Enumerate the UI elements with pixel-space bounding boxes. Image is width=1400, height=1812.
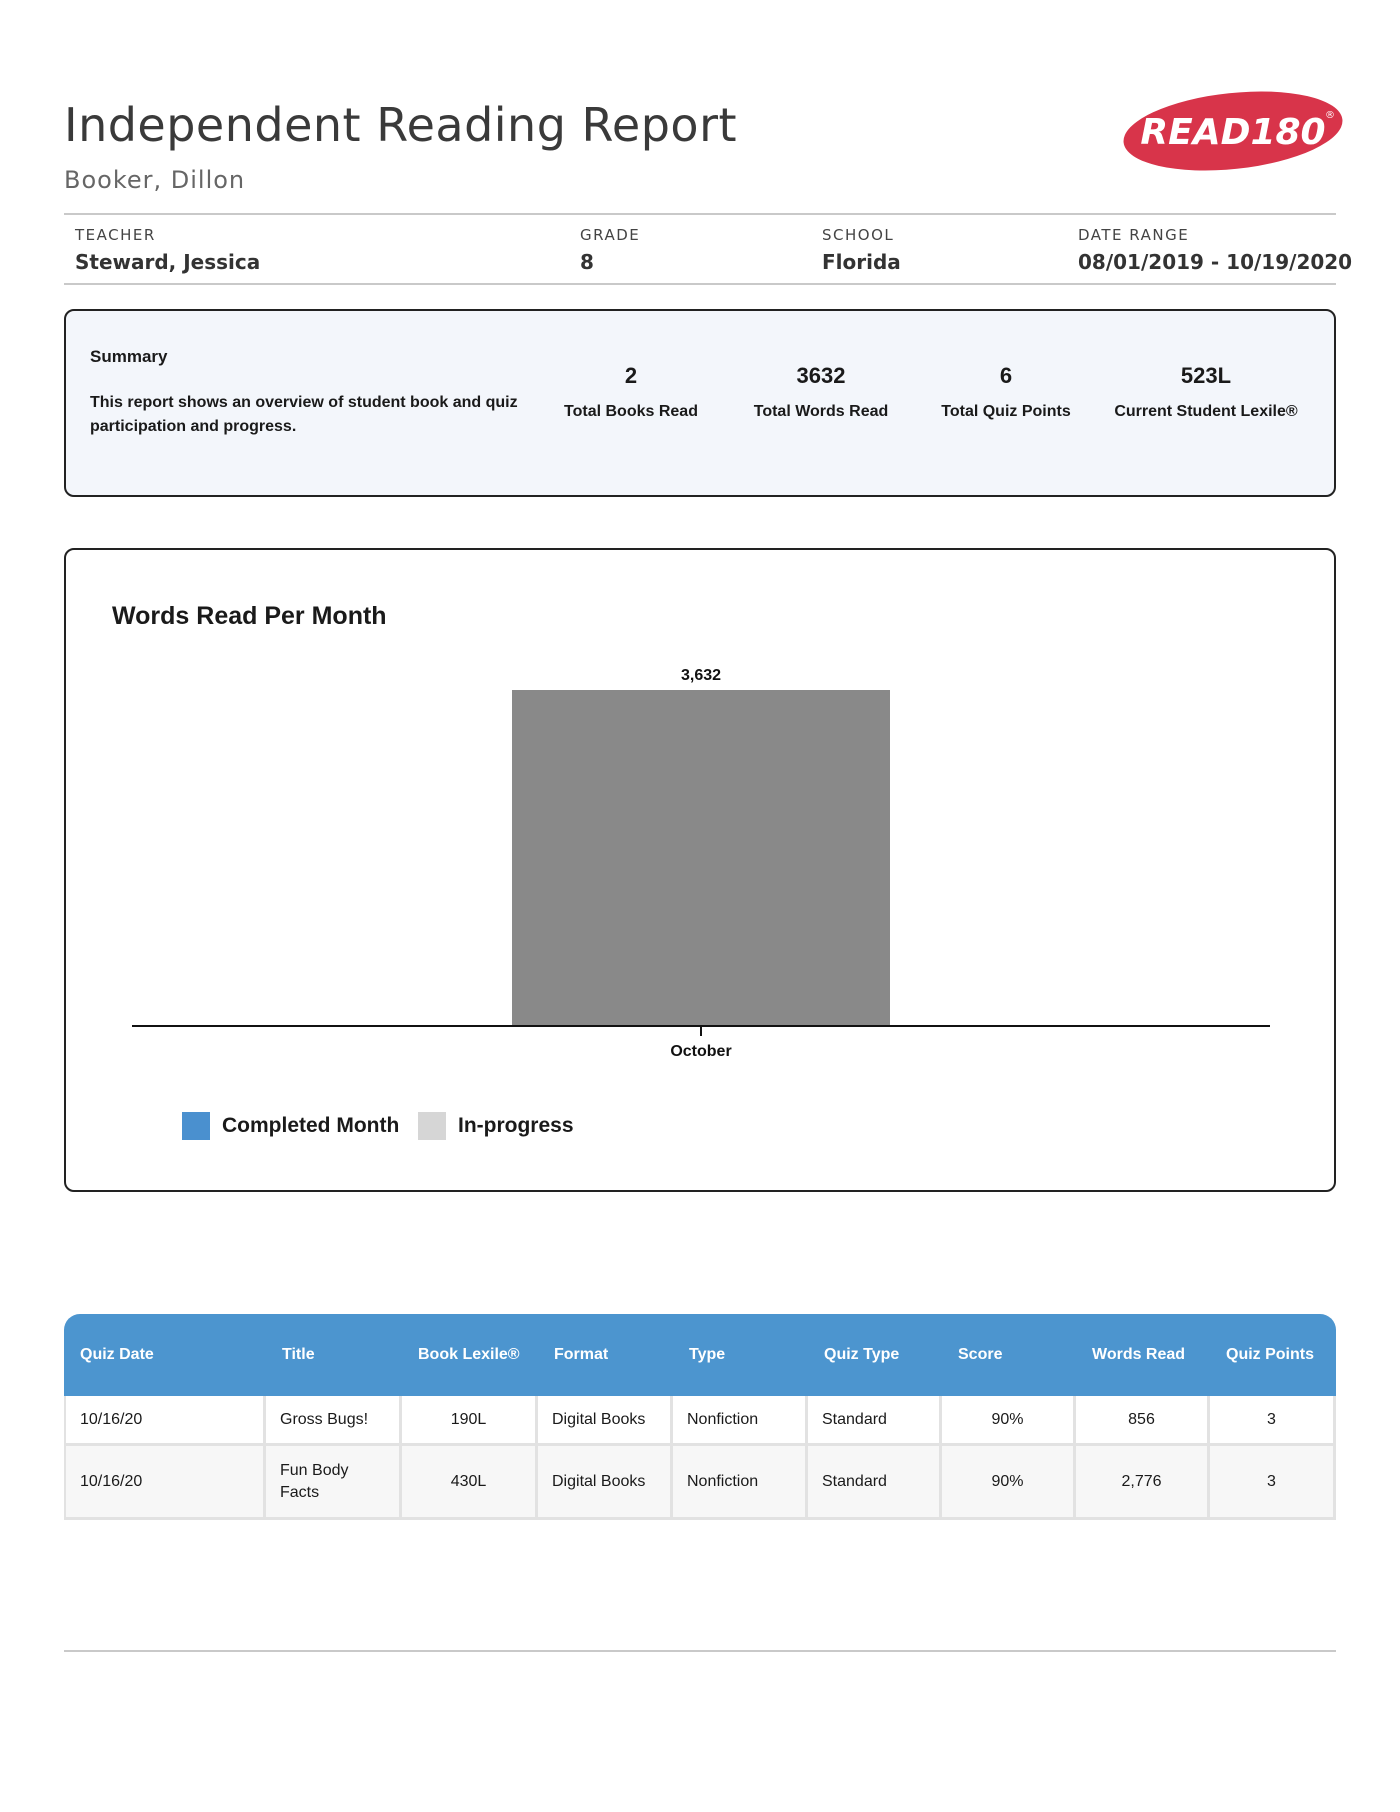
read180-logo [1122,90,1344,172]
footer-rule [64,1650,1336,1652]
legend-label-in-progress: In-progress [458,1114,574,1137]
cell-book-lexile: 190L [402,1396,538,1446]
table-row [64,1396,1336,1446]
words-per-month-chart [64,548,1336,1192]
logo-registered: ® [1325,110,1335,121]
date-range-value: 08/01/2019 - 10/19/2020 [1078,250,1353,274]
stat-value: 6 [999,363,1013,388]
col-title: Title [266,1314,402,1396]
quiz-table [64,1314,1336,1520]
chart-plot [66,550,1334,1190]
page-title: Independent Reading Report [64,98,738,152]
cell-title: Fun Body Facts [266,1446,402,1520]
cell-quiz-points: 3 [1210,1446,1336,1520]
stat-value: 2 [624,363,638,388]
cell-type: Nonfiction [673,1446,808,1520]
stat-label: Total Words Read [753,403,889,420]
x-tick-label: October [670,1043,732,1060]
col-quiz-points: Quiz Points [1210,1314,1336,1396]
legend-completed [182,1112,399,1140]
school-label: SCHOOL [822,226,895,244]
chart-bar [512,690,890,1026]
grade-value: 8 [580,250,594,274]
grade-field [580,226,640,274]
stat-value: 523L [1180,363,1232,388]
legend-swatch-completed [182,1112,210,1140]
cell-type: Nonfiction [673,1396,808,1446]
col-format: Format [538,1314,673,1396]
cell-quiz-date: 10/16/20 [64,1446,266,1520]
cell-score: 90% [942,1396,1076,1446]
meta-rule [64,283,1336,285]
teacher-label: TEACHER [75,226,156,244]
stat-value: 3632 [796,363,846,388]
teacher-value: Steward, Jessica [75,250,261,274]
col-words-read: Words Read [1076,1314,1210,1396]
bar-data-label: 3,632 [680,667,722,684]
table-header-row [64,1314,1336,1396]
cell-quiz-date: 10/16/20 [64,1396,266,1446]
cell-format: Digital Books [538,1396,673,1446]
cell-words-read: 856 [1076,1396,1210,1446]
legend-in-progress [418,1112,574,1140]
cell-quiz-points: 3 [1210,1396,1336,1446]
stat-total-books [536,363,726,421]
col-type: Type [673,1314,808,1396]
summary-description: This report shows an overview of student book and quiz participation and progress. [90,394,518,435]
col-book-lexile: Book Lexile® [402,1314,538,1396]
teacher-field [75,226,260,274]
cell-book-lexile: 430L [402,1446,538,1520]
date-range-field [1078,226,1352,274]
summary-panel [64,309,1336,497]
cell-format: Digital Books [538,1446,673,1520]
col-score: Score [942,1314,1076,1396]
legend-swatch-in-progress [418,1112,446,1140]
col-quiz-type: Quiz Type [808,1314,942,1396]
cell-score: 90% [942,1446,1076,1520]
chart-title: Words Read Per Month [112,602,387,630]
col-quiz-date: Quiz Date [64,1314,266,1396]
cell-quiz-type: Standard [808,1396,942,1446]
header-rule [64,213,1336,215]
legend-label-completed: Completed Month [222,1114,400,1137]
cell-quiz-type: Standard [808,1446,942,1520]
cell-words-read: 2,776 [1076,1446,1210,1520]
table-row [64,1446,1336,1520]
logo-text: READ180 [1140,112,1326,153]
stat-label: Current Student Lexile® [1114,403,1298,420]
stat-label: Total Books Read [564,403,698,420]
stat-label: Total Quiz Points [941,403,1071,420]
stat-total-words [726,363,916,421]
stat-current-lexile [1106,363,1306,421]
school-value: Florida [822,250,901,274]
stat-total-quiz-points [911,363,1101,421]
summary-heading: Summary [90,347,168,366]
student-name: Booker, Dillon [64,166,246,194]
date-range-label: DATE RANGE [1078,226,1190,244]
cell-title: Gross Bugs! [266,1396,402,1446]
grade-label: GRADE [580,226,641,244]
school-field [822,226,901,274]
